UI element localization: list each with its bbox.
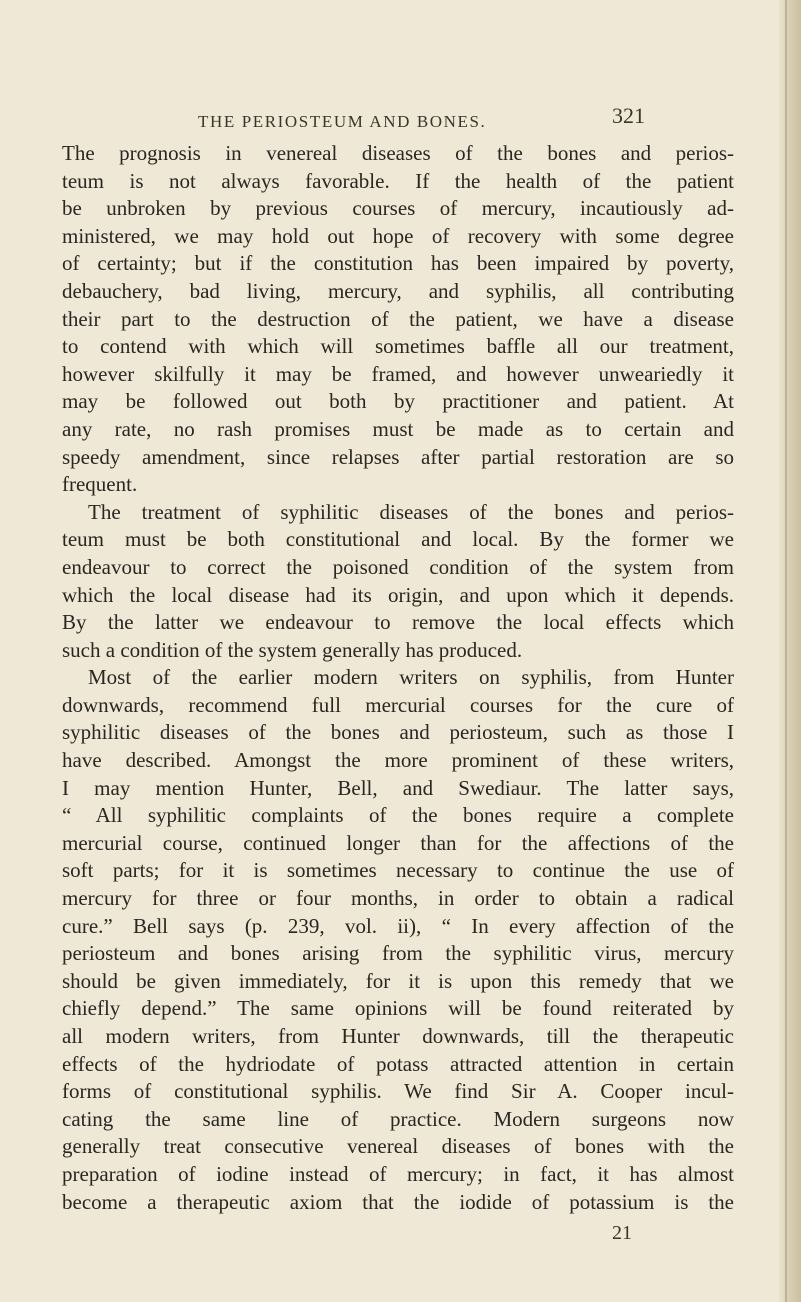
text-line: generally treat consecutive venereal diseases of bones with the [62,1134,734,1159]
text-line: effects of the hydriodate of potass attracted attention in certain [62,1051,734,1076]
text-line: cating the same line of practice. Modern surgeons now [62,1106,734,1131]
text-line: Most of the earlier modern writers on syphilis, from Hunter [88,665,734,690]
text-line: syphilitic diseases of the bones and periosteum, such as those I [62,720,734,745]
running-head: THE PERIOSTEUM AND BONES. [198,112,487,131]
text-line: mercury for three or four months, in order to obtain a radical [62,886,734,911]
text-line: I may mention Hunter, Bell, and Swediaur. The latter says, [62,775,734,800]
text-line: any rate, no rash promises must be made as to certain and [62,416,734,441]
text-line: of certainty; but if the constitution has been impaired by poverty, [62,251,734,276]
text-line: ministered, we may hold out hope of recovery with some degree [62,223,734,248]
text-line: cure.” Bell says (p. 239, vol. ii), “ In every affection of the [62,913,734,938]
text-line: mercurial course, continued longer than for the affections of the [62,830,734,855]
text-line: should be given immediately, for it is upon this remedy that we [62,968,734,993]
text-line: debauchery, bad living, mercury, and syphilis, all contributing [62,278,734,303]
text-line: forms of constitutional syphilis. We find Sir A. Cooper incul- [62,1079,734,1104]
signature-mark: 21 [612,1222,632,1244]
text-line: downwards, recommend full mercurial courses for the cure of [62,692,734,717]
page-binding-edge [779,0,801,1302]
text-line: The treatment of syphilitic diseases of the bones and perios- [88,499,734,524]
text-line: all modern writers, from Hunter downwards, till the therapeutic [62,1024,734,1048]
text-line: periosteum and bones arising from the syphilitic virus, mercury [62,941,734,966]
text-line: be unbroken by previous courses of mercury, incautiously ad- [62,196,734,221]
text-line: “ All syphilitic complaints of the bones require a complete [62,803,734,828]
text-line: such a condition of the system generally has produced. [62,637,523,662]
text-line: teum must be both constitutional and local. By the former we [62,527,734,552]
text-line: By the latter we endeavour to remove the local effects which [62,610,734,635]
text-line: frequent. [62,472,138,497]
page-binding-shadow [785,0,787,1302]
text-line: to contend with which will sometimes baffle all our treatment, [62,334,734,359]
text-line: preparation of iodine instead of mercury; in fact, it has almost [62,1161,734,1186]
text-line: teum is not always favorable. If the health of the patient [62,168,734,193]
text-line: have described. Amongst the more prominent of these writers, [62,748,734,773]
text-line: which the local disease had its origin, and upon which it depends. [62,582,734,607]
text-line: endeavour to correct the poisoned condition of the system from [62,554,734,579]
text-line: their part to the destruction of the patient, we have a disease [62,306,734,331]
text-line: soft parts; for it is sometimes necessary to continue the use of [62,858,734,883]
body-text [62,140,734,1216]
page-number: 321 [612,103,645,128]
text-line: The prognosis in venereal diseases of the bones and perios- [62,141,734,165]
text-line: however skilfully it may be framed, and however unweariedly it [62,361,734,386]
text-line: speedy amendment, since relapses after partial restoration are so [62,444,734,469]
text-line: become a therapeutic axiom that the iodide of potassium is the [62,1189,734,1214]
text-line: chiefly depend.” The same opinions will be found reiterated by [62,996,734,1021]
text-line: may be followed out both by practitioner and patient. At [62,389,734,414]
